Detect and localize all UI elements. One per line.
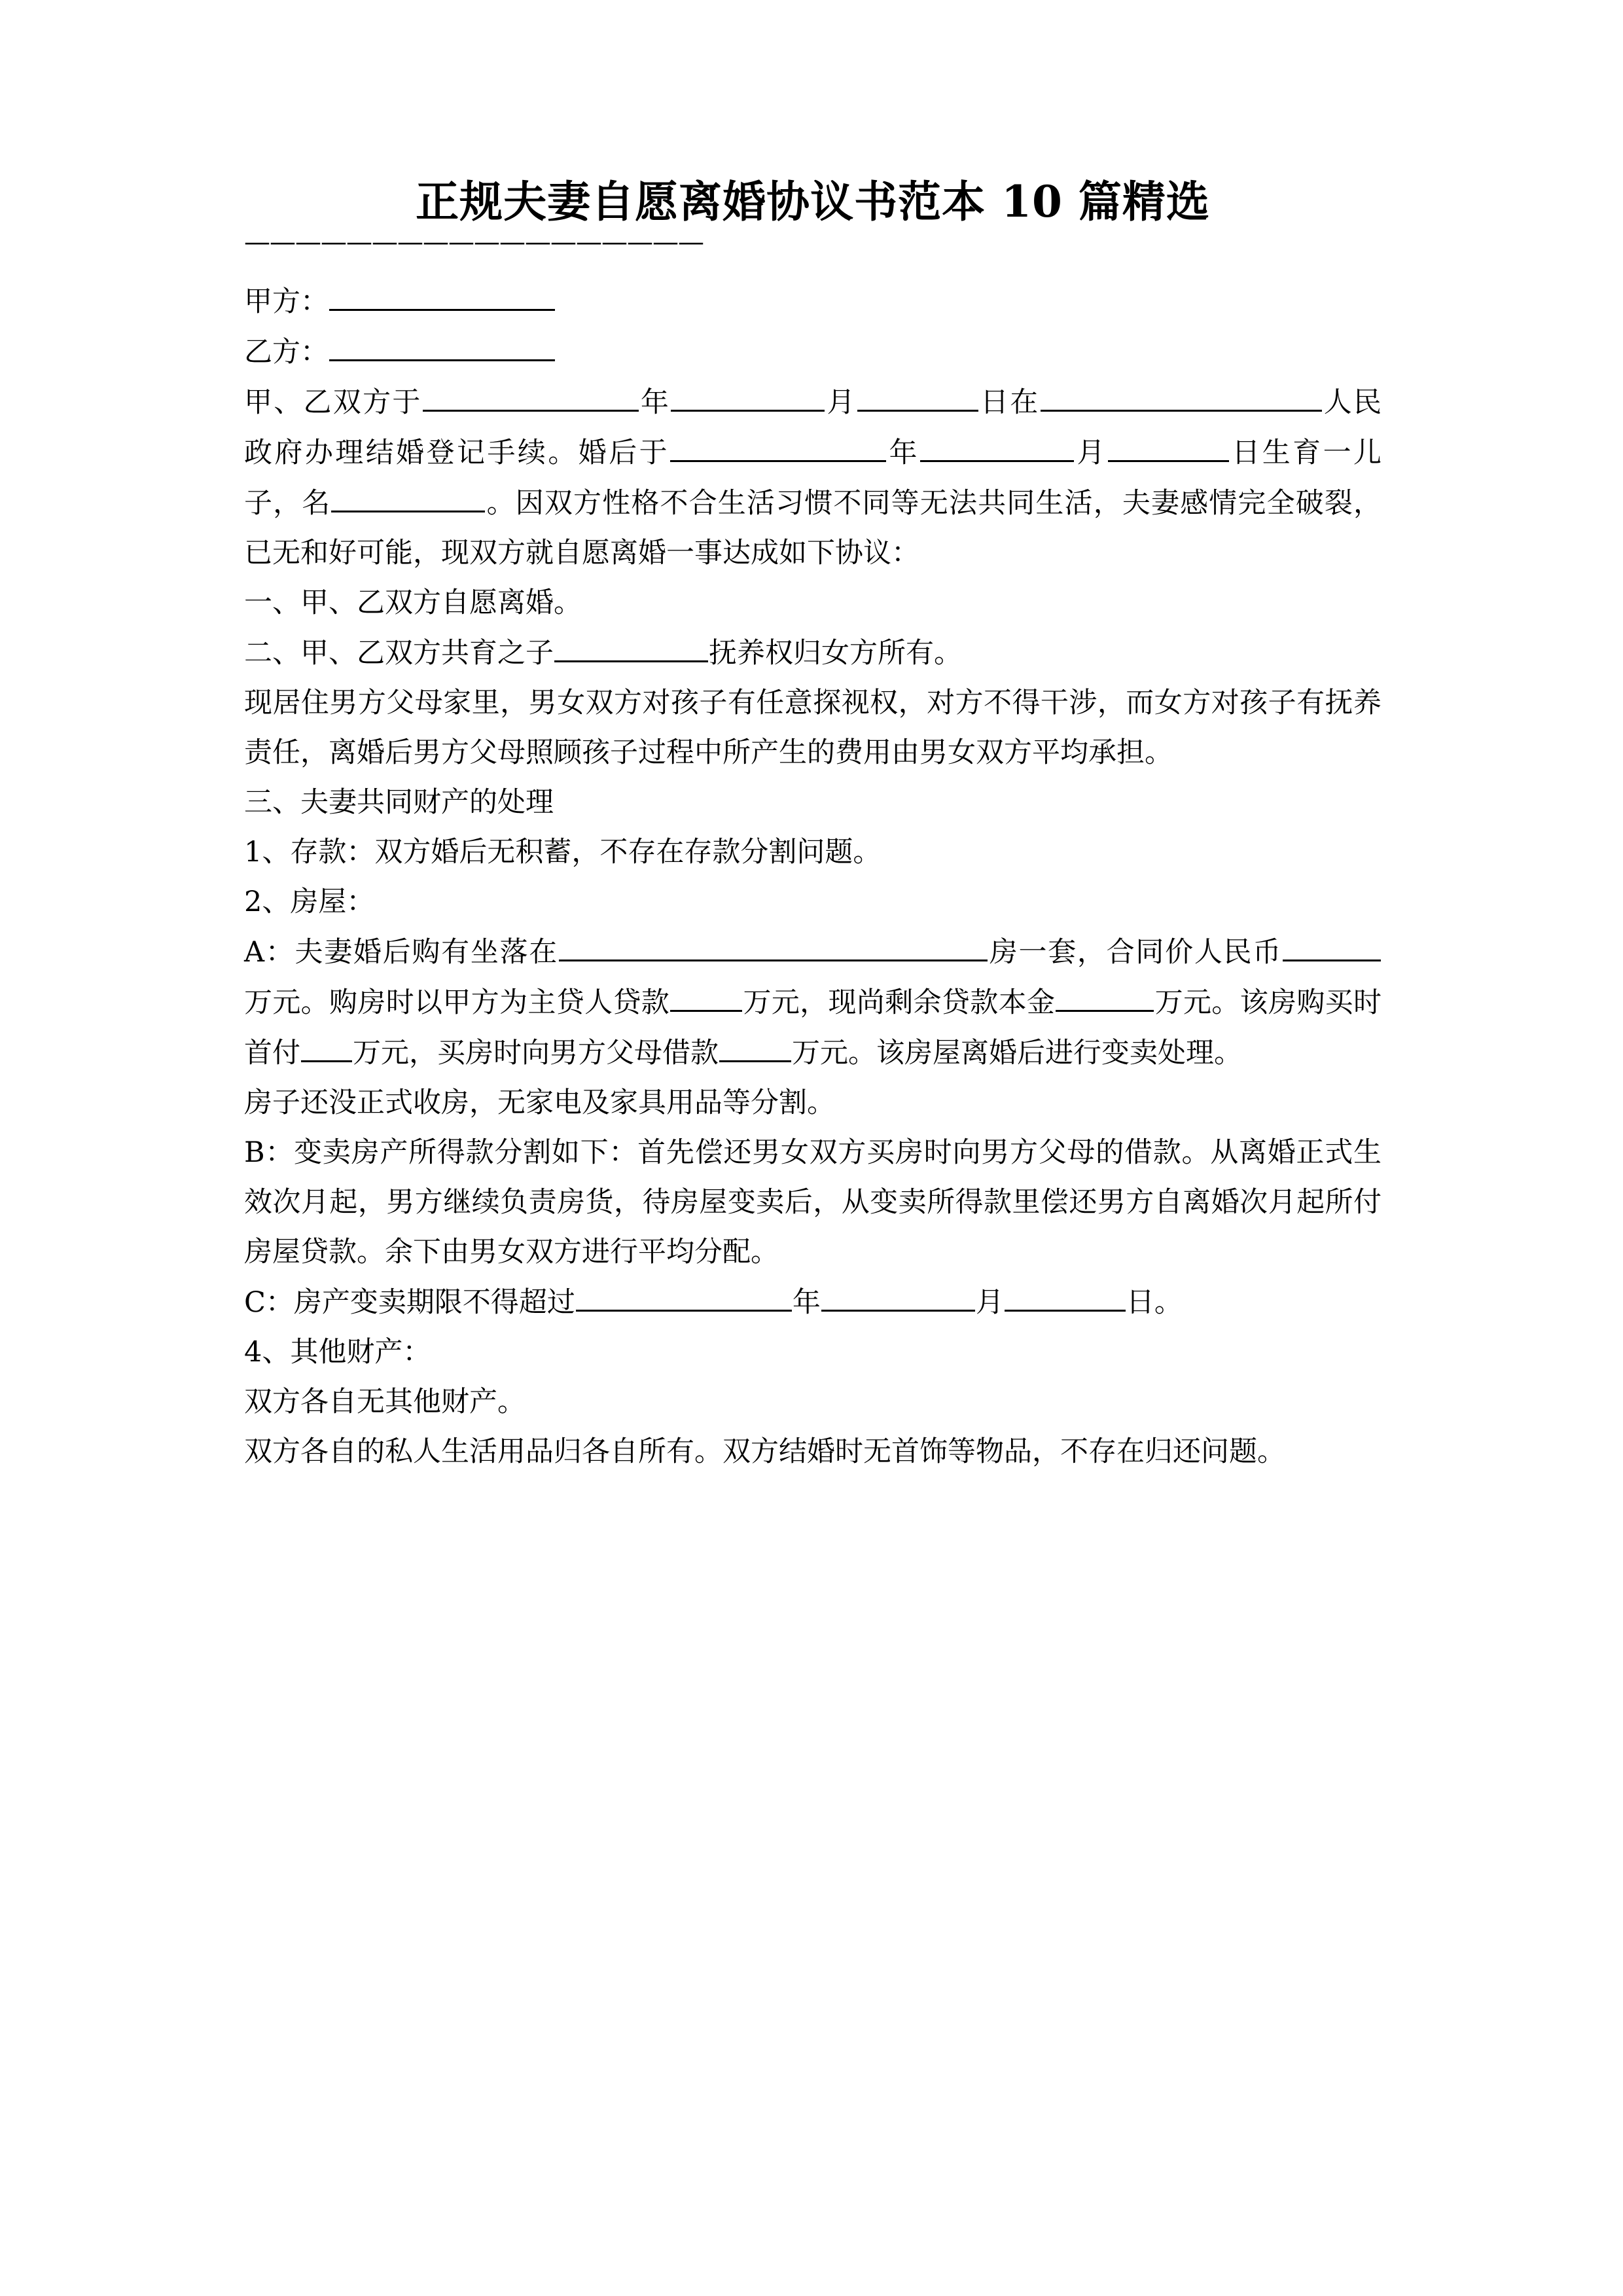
seg-article2-b: 抚养权归女方所有。 — [709, 636, 962, 670]
paragraph-item-2-a-note: 房子还没正式收房，无家电及家具用品等分割。 — [244, 1086, 835, 1119]
seg-house-a1: A：夫妻婚后购有坐落在 — [244, 935, 559, 969]
sale-deadline-month-blank[interactable] — [821, 1277, 975, 1312]
paragraph-item-4-other-2: 双方各自的私人生活用品归各自所有。双方结婚时无首饰等物品，不存在归还问题。 — [244, 1435, 1285, 1468]
page-title: 正规夫妻自愿离婚协议书范本 10 篇精选 — [416, 176, 1210, 227]
seg-gov: 人民政府办理结婚登记手续。婚后于 — [244, 386, 1382, 469]
seg-month: 月 — [825, 386, 857, 419]
house-address-blank[interactable] — [559, 927, 988, 961]
seg-house-a3: 万元。购房时以甲方为主贷人贷款 — [244, 986, 670, 1019]
paragraph-item-4-other-1: 双方各自无其他财产。 — [244, 1385, 526, 1418]
seg-day-at: 日在 — [978, 386, 1040, 419]
paragraph-item-2-b: B：变卖房产所得款分割如下：首先偿还男女双方买房时向男方父母的借款。从离婚正式生效次月起，男方继续负责房货，待房屋变卖后，从变卖所得款里偿还男方自离婚次月起所付房屋贷款。余下由男女双方进行平均分配。 — [244, 1136, 1382, 1268]
document-content — [244, 178, 1382, 1477]
child-name-blank[interactable] — [331, 478, 485, 512]
marriage-year-blank[interactable] — [423, 377, 639, 412]
paragraph-item-4-other: 4、其他财产： — [244, 1335, 431, 1369]
parents-loan-blank[interactable] — [719, 1028, 791, 1062]
seg-house-a4: 万元，现尚剩余贷款本金 — [743, 986, 1056, 1019]
seg-intro: 甲、乙双方于 — [244, 386, 422, 419]
down-payment-blank[interactable] — [301, 1028, 352, 1062]
seg-house-a2: 房一套，合同价人民币 — [988, 935, 1282, 969]
seg-child-name: 日生育一儿子，名 — [244, 436, 1382, 520]
title-separator-rule: —————————————————— — [244, 228, 704, 257]
paragraph-article-2-detail: 现居住男方父母家里，男女双方对孩子有任意探视权，对方不得干涉，而女方对孩子有抚养责任，离婚后男方父母照顾孩子过程中所产生的费用由男女双方平均承担。 — [244, 686, 1382, 769]
seg-sale-c1: C：房产变卖期限不得超过 — [244, 1285, 575, 1319]
marriage-day-blank[interactable] — [857, 377, 978, 412]
seg-house-a6: 万元，买房时向男方父母借款 — [353, 1036, 719, 1069]
party-a-label: 甲方： — [244, 285, 329, 318]
remaining-principal-blank[interactable] — [1056, 977, 1154, 1012]
seg-article2-a: 二、甲、乙双方共育之子 — [244, 636, 554, 670]
seg-house-a5: 万元。该房购买时首付 — [244, 986, 1382, 1069]
seg-reason: 。因双方性格不合生活习惯不同等无法共同生活，夫妻感情完全破裂，已无和好可能，现双方就自愿离婚一事达成如下协议： — [244, 486, 1382, 569]
marriage-month-blank[interactable] — [671, 377, 825, 412]
contract-price-blank[interactable] — [1283, 927, 1381, 961]
seg-birth-month: 月 — [1074, 436, 1107, 469]
marriage-place-blank[interactable] — [1041, 377, 1322, 412]
seg-sale-c2: 年 — [792, 1285, 821, 1319]
paragraph-item-2-a — [244, 927, 1382, 1078]
paragraph-marriage-registration — [244, 377, 1382, 578]
party-b-label: 乙方： — [244, 335, 329, 368]
paragraph-item-2-house: 2、房屋： — [244, 885, 375, 918]
paragraph-article-1: 一、甲、乙双方自愿离婚。 — [244, 586, 582, 619]
birth-day-blank[interactable] — [1108, 427, 1229, 462]
birth-year-blank[interactable] — [670, 427, 886, 462]
paragraph-party-b — [244, 327, 1382, 377]
seg-year: 年 — [639, 386, 671, 419]
seg-house-a7: 万元。该房屋离婚后进行变卖处理。 — [792, 1036, 1242, 1069]
paragraph-party-a — [244, 276, 1382, 327]
sale-deadline-day-blank[interactable] — [1005, 1277, 1126, 1312]
loan-amount-blank[interactable] — [670, 977, 742, 1012]
seg-sale-c4: 日。 — [1126, 1285, 1183, 1319]
paragraph-article-3: 三、夫妻共同财产的处理 — [244, 785, 554, 819]
paragraph-article-2 — [244, 628, 1382, 678]
party-b-blank[interactable] — [329, 327, 555, 361]
seg-birth-year: 年 — [887, 436, 919, 469]
seg-sale-c3: 月 — [975, 1285, 1004, 1319]
birth-month-blank[interactable] — [920, 427, 1074, 462]
paragraph-item-2-c — [244, 1277, 1382, 1327]
paragraph-item-1-deposit: 1、存款：双方婚后无积蓄，不存在存款分割问题。 — [244, 835, 882, 869]
party-a-blank[interactable] — [329, 276, 555, 311]
sale-deadline-year-blank[interactable] — [576, 1277, 792, 1312]
custody-child-blank[interactable] — [554, 628, 708, 662]
